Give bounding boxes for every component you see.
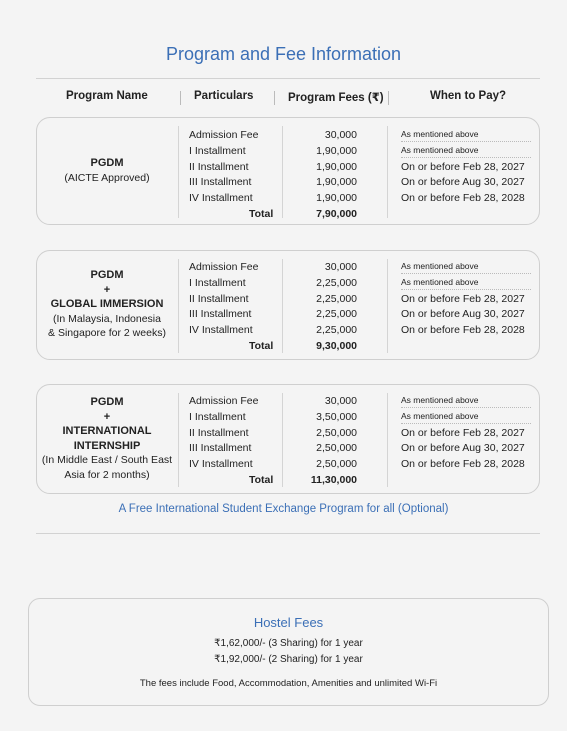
when-to-pay-cell: As mentioned above	[401, 277, 531, 290]
program-name-line: +	[103, 283, 111, 296]
total-value: 11,30,000	[310, 474, 357, 486]
header-divider	[180, 91, 181, 105]
when-to-pay-cell: On or before Aug 30, 2027	[401, 442, 525, 455]
particular-cell: III Installment	[189, 442, 252, 455]
particular-cell: I Installment	[189, 144, 246, 157]
fee-row	[37, 176, 541, 192]
particular-cell: IV Installment	[189, 192, 253, 205]
particular-cell: II Installment	[189, 426, 249, 439]
bottom-divider	[36, 533, 540, 534]
header-program-name: Program Name	[66, 90, 148, 102]
program-name-line: (AICTE Approved)	[64, 171, 150, 184]
fee-cell: 1,90,000	[316, 176, 357, 189]
program-name-line: Asia for 2 months)	[64, 468, 150, 481]
particular-cell: II Installment	[189, 160, 249, 173]
fee-cell: 2,25,000	[316, 308, 357, 321]
when-to-pay-cell: On or before Feb 28, 2027	[401, 160, 525, 173]
fee-cell: 3,50,000	[316, 410, 357, 423]
program-card	[36, 384, 540, 494]
hostel-fees-card	[28, 598, 549, 706]
fee-row	[37, 277, 541, 293]
fee-row	[37, 324, 541, 340]
particular-cell: IV Installment	[189, 324, 253, 337]
fee-row	[37, 442, 541, 458]
fee-cell: 2,50,000	[316, 442, 357, 455]
when-to-pay-cell: As mentioned above	[401, 145, 531, 158]
total-label: Total	[249, 340, 274, 352]
program-name-line: INTERNATIONAL	[62, 425, 152, 437]
program-name-line: GLOBAL IMMERSION	[50, 298, 164, 310]
fee-cell: 2,25,000	[316, 324, 357, 337]
fee-row	[37, 395, 541, 411]
top-divider	[36, 78, 540, 79]
particular-cell: Admission Fee	[189, 395, 259, 407]
program-card	[36, 117, 540, 225]
header-divider	[388, 91, 389, 105]
total-value: 9,30,000	[316, 340, 357, 352]
total-row	[37, 340, 541, 356]
table-header	[36, 90, 540, 106]
total-value: 7,90,000	[316, 208, 357, 220]
header-divider	[274, 91, 275, 105]
program-card	[36, 250, 540, 360]
hostel-fee-line: ₹1,62,000/- (3 Sharing) for 1 year	[214, 638, 363, 649]
fee-cell: 1,90,000	[316, 160, 357, 173]
total-row	[37, 474, 541, 490]
when-to-pay-cell: As mentioned above	[401, 129, 531, 142]
when-to-pay-cell: As mentioned above	[401, 261, 531, 274]
fee-cell: 2,25,000	[316, 292, 357, 305]
when-to-pay-cell: On or before Feb 28, 2027	[401, 426, 525, 439]
particular-cell: IV Installment	[189, 458, 253, 471]
total-row	[37, 208, 541, 224]
page-title: Program and Fee Information	[165, 44, 402, 64]
header-program-fees: Program Fees (₹)	[288, 92, 384, 104]
when-to-pay-cell: On or before Aug 30, 2027	[401, 308, 525, 321]
program-name-line: (In Middle East / South East	[41, 454, 173, 466]
fee-cell: 2,50,000	[316, 426, 357, 439]
fee-row	[37, 192, 541, 208]
particular-cell: III Installment	[189, 176, 252, 189]
fee-row	[37, 129, 541, 145]
fee-row	[37, 261, 541, 277]
when-to-pay-cell: On or before Aug 30, 2027	[401, 176, 525, 189]
when-to-pay-cell: On or before Feb 28, 2027	[401, 292, 525, 305]
program-name-line: & Singapore for 2 weeks)	[48, 327, 166, 339]
particular-cell: Admission Fee	[189, 261, 259, 273]
exchange-note: A Free International Student Exchange Program for all (Optional)	[118, 503, 449, 515]
fee-cell: 30,000	[324, 261, 357, 273]
particular-cell: II Installment	[189, 292, 249, 305]
fee-row	[37, 293, 541, 309]
when-to-pay-cell: As mentioned above	[401, 411, 531, 424]
particular-cell: I Installment	[189, 410, 246, 423]
hostel-footer: The fees include Food, Accommodation, Amenities and unlimited Wi-Fi	[139, 678, 438, 689]
fee-cell: 1,90,000	[316, 144, 357, 157]
particular-cell: III Installment	[189, 308, 252, 321]
program-name-line: INTERNSHIP	[73, 439, 141, 452]
fee-row	[37, 458, 541, 474]
total-label: Total	[249, 208, 274, 220]
header-when-to-pay: When to Pay?	[430, 90, 507, 102]
fee-cell: 2,25,000	[316, 276, 357, 289]
total-label: Total	[249, 474, 274, 486]
fee-cell: 2,50,000	[316, 458, 357, 471]
particular-cell: I Installment	[189, 276, 246, 289]
program-name-line: PGDM	[90, 396, 124, 408]
fee-row	[37, 411, 541, 427]
when-to-pay-cell: On or before Feb 28, 2028	[401, 458, 525, 471]
fee-cell: 1,90,000	[316, 192, 357, 205]
when-to-pay-cell: On or before Feb 28, 2028	[401, 324, 525, 337]
program-name-line: PGDM	[90, 269, 124, 281]
when-to-pay-cell: As mentioned above	[401, 395, 531, 408]
fee-row	[37, 161, 541, 177]
program-name-line: PGDM	[90, 157, 124, 169]
hostel-title: Hostel Fees	[253, 615, 324, 630]
header-particulars: Particulars	[194, 90, 254, 102]
fee-row	[37, 308, 541, 324]
when-to-pay-cell: On or before Feb 28, 2028	[401, 192, 525, 205]
fee-cell: 30,000	[324, 395, 357, 407]
particular-cell: Admission Fee	[189, 129, 259, 141]
fee-row	[37, 145, 541, 161]
hostel-fee-line: ₹1,92,000/- (2 Sharing) for 1 year	[214, 654, 363, 665]
fee-cell: 30,000	[324, 129, 357, 141]
program-name-line: +	[103, 410, 111, 423]
program-name-line: (In Malaysia, Indonesia	[53, 312, 161, 325]
fee-row	[37, 427, 541, 443]
